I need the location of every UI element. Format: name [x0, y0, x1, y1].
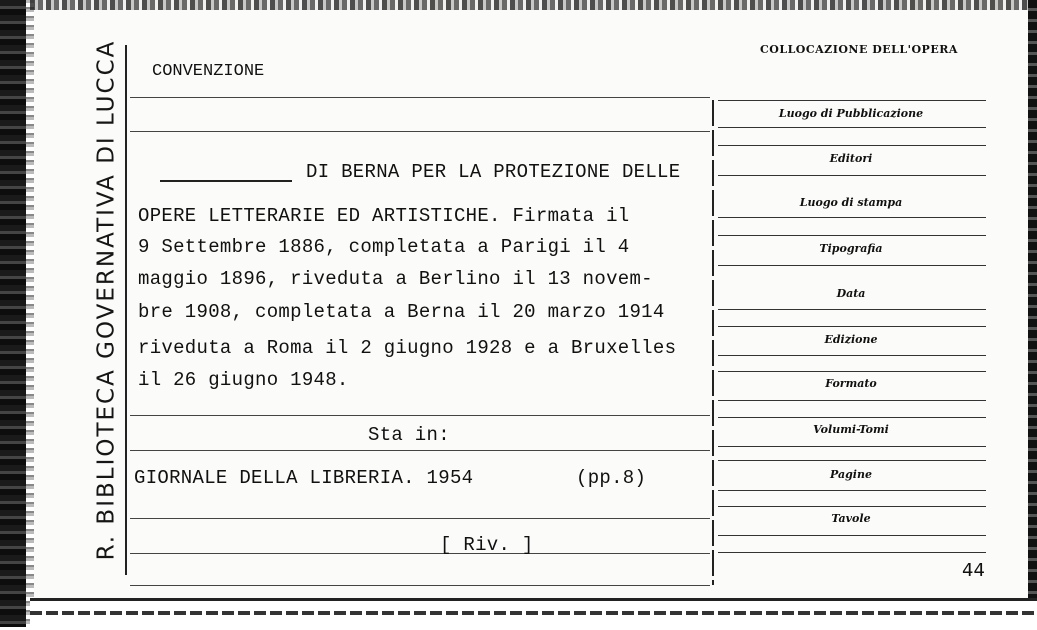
rule-line: [130, 518, 710, 519]
field-tavole: Tavole: [831, 512, 871, 525]
source-title: GIORNALE DELLA LIBRERIA. 1954: [134, 467, 474, 489]
text-line-5: bre 1908, completata a Berna il 20 marzo 1914: [138, 301, 665, 323]
rule-line: [718, 417, 986, 418]
text-line-2: OPERE LETTERARIE ED ARTISTICHE. Firmata il: [138, 205, 630, 227]
rule-line: [718, 355, 986, 356]
rule-line: [718, 400, 986, 401]
rule-line: [130, 450, 710, 451]
field-editori: Editori: [829, 152, 873, 165]
field-tipografia: Tipografia: [819, 242, 883, 255]
field-data: Data: [836, 287, 866, 300]
card-left-edge-shadow: [26, 0, 34, 627]
card-left-edge: [0, 0, 26, 627]
text-line-3: 9 Settembre 1886, completata a Parigi il 4: [138, 236, 630, 258]
text-line-1: DI BERNA PER LA PROTEZIONE DELLE: [306, 161, 681, 183]
rule-line: [718, 309, 986, 310]
source-pages: (pp.8): [576, 467, 647, 489]
field-luogo-stampa: Luogo di stampa: [799, 196, 903, 209]
right-column-rule: [712, 100, 714, 585]
rule-line: [718, 175, 986, 176]
rule-line: [718, 535, 986, 536]
rule-line: [718, 145, 986, 146]
rule-line: [718, 446, 986, 447]
rule-line: [718, 371, 986, 372]
rule-line: [718, 217, 986, 218]
rule-line: [130, 553, 710, 554]
card-right-edge: [1028, 0, 1037, 627]
rule-line: [130, 585, 710, 586]
card-title: CONVENZIONE: [152, 62, 265, 81]
library-stamp-text: R. BIBLIOTECA GOVERNATIVA DI LUCCA: [93, 39, 120, 561]
rule-line: [718, 552, 986, 553]
collocazione-heading: COLLOCAZIONE DELL'OPERA: [760, 43, 958, 56]
rule-line: [718, 100, 986, 101]
rule-line: [130, 131, 710, 132]
rule-line: [718, 265, 986, 266]
field-pagine: Pagine: [830, 468, 872, 481]
field-formato: Formato: [825, 377, 877, 390]
handwritten-number: 44: [962, 560, 985, 581]
sta-in-label: Sta in:: [368, 424, 450, 446]
rule-line: [718, 490, 986, 491]
rule-line: [718, 127, 986, 128]
text-line-7: il 26 giugno 1948.: [138, 369, 349, 391]
rule-line: [718, 326, 986, 327]
library-stamp: [84, 30, 128, 570]
field-edizione: Edizione: [824, 333, 878, 346]
field-volumi-tomi: Volumi-Tomi: [813, 423, 889, 436]
rule-line: [718, 506, 986, 507]
rule-line: [718, 460, 986, 461]
field-luogo-pubblicazione: Luogo di Pubblicazione: [778, 107, 924, 120]
card-top-edge: [30, 0, 1030, 10]
rule-line: [718, 235, 986, 236]
bracket-note: [ Riv. ]: [440, 534, 534, 556]
text-line-4: maggio 1896, riveduta a Berlino il 13 novem-: [138, 268, 653, 290]
rule-line: [130, 415, 710, 416]
card-bottom-edge: [30, 598, 1037, 630]
text-line-6: riveduta a Roma il 2 giugno 1928 e a Bruxelles: [138, 337, 677, 359]
left-margin-rule: [125, 45, 127, 575]
blank-underline: [160, 180, 292, 182]
rule-line: [130, 97, 710, 98]
